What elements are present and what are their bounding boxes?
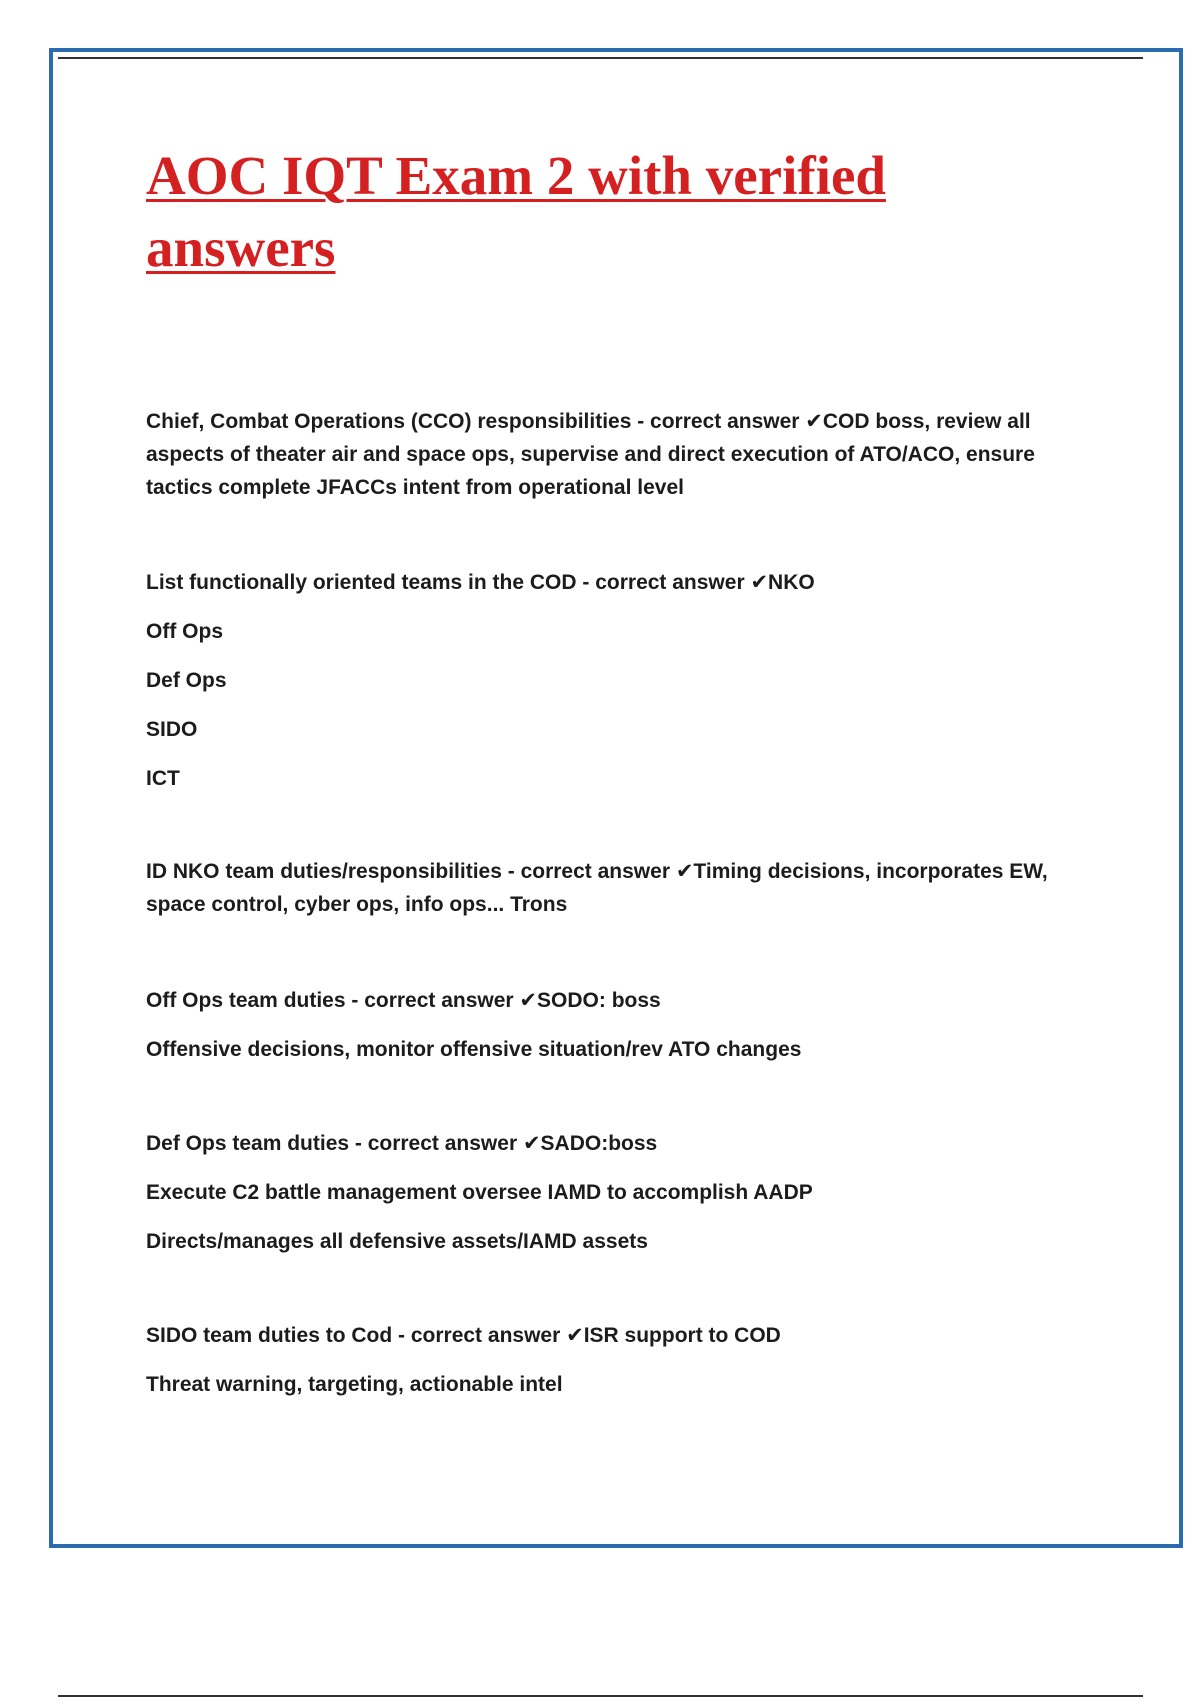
footer-rule xyxy=(58,1695,1143,1697)
qa-text: Def Ops team duties - correct answer ✔SADO:boss xyxy=(146,1132,658,1155)
qa-text: SIDO team duties to Cod - correct answer ✔ISR support to COD xyxy=(146,1324,781,1347)
qa-text: ID NKO team duties/responsibilities - correct answer ✔Timing decisions, incorporates EW, space control, cyber ops, info ops... Trons xyxy=(146,860,1048,916)
qa-text: Threat warning, targeting, actionable intel xyxy=(146,1373,563,1396)
qa-text: Offensive decisions, monitor offensive situation/rev ATO changes xyxy=(146,1038,802,1061)
qa-text: Off Ops team duties - correct answer ✔SODO: boss xyxy=(146,989,661,1012)
document-title: AOC IQT Exam 2 with verified answers xyxy=(146,145,886,278)
qa-text: Execute C2 battle management oversee IAMD to accomplish AADP xyxy=(146,1181,813,1204)
qa-text: SIDO xyxy=(146,718,198,741)
qa-item-sido xyxy=(146,1319,1076,1401)
qa-text: Off Ops xyxy=(146,620,223,643)
header-rule xyxy=(58,57,1143,59)
qa-text: Def Ops xyxy=(146,669,227,692)
qa-text: Directs/manages all defensive assets/IAMD assets xyxy=(146,1230,648,1253)
qa-item-def-ops xyxy=(146,1127,1076,1258)
qa-text: Chief, Combat Operations (CCO) responsibilities - correct answer ✔COD boss, review all aspects of theater air and space ops, supervise and direct execution of ATO/ACO, ensure tactics complete JFACCs intent from operational level xyxy=(146,410,1035,499)
qa-item-teams xyxy=(146,566,1076,795)
qa-item-cco xyxy=(146,405,1076,504)
qa-text: ICT xyxy=(146,767,180,790)
qa-item-nko xyxy=(146,855,1076,921)
qa-text: List functionally oriented teams in the COD - correct answer ✔NKO xyxy=(146,571,815,594)
qa-item-off-ops xyxy=(146,984,1076,1066)
